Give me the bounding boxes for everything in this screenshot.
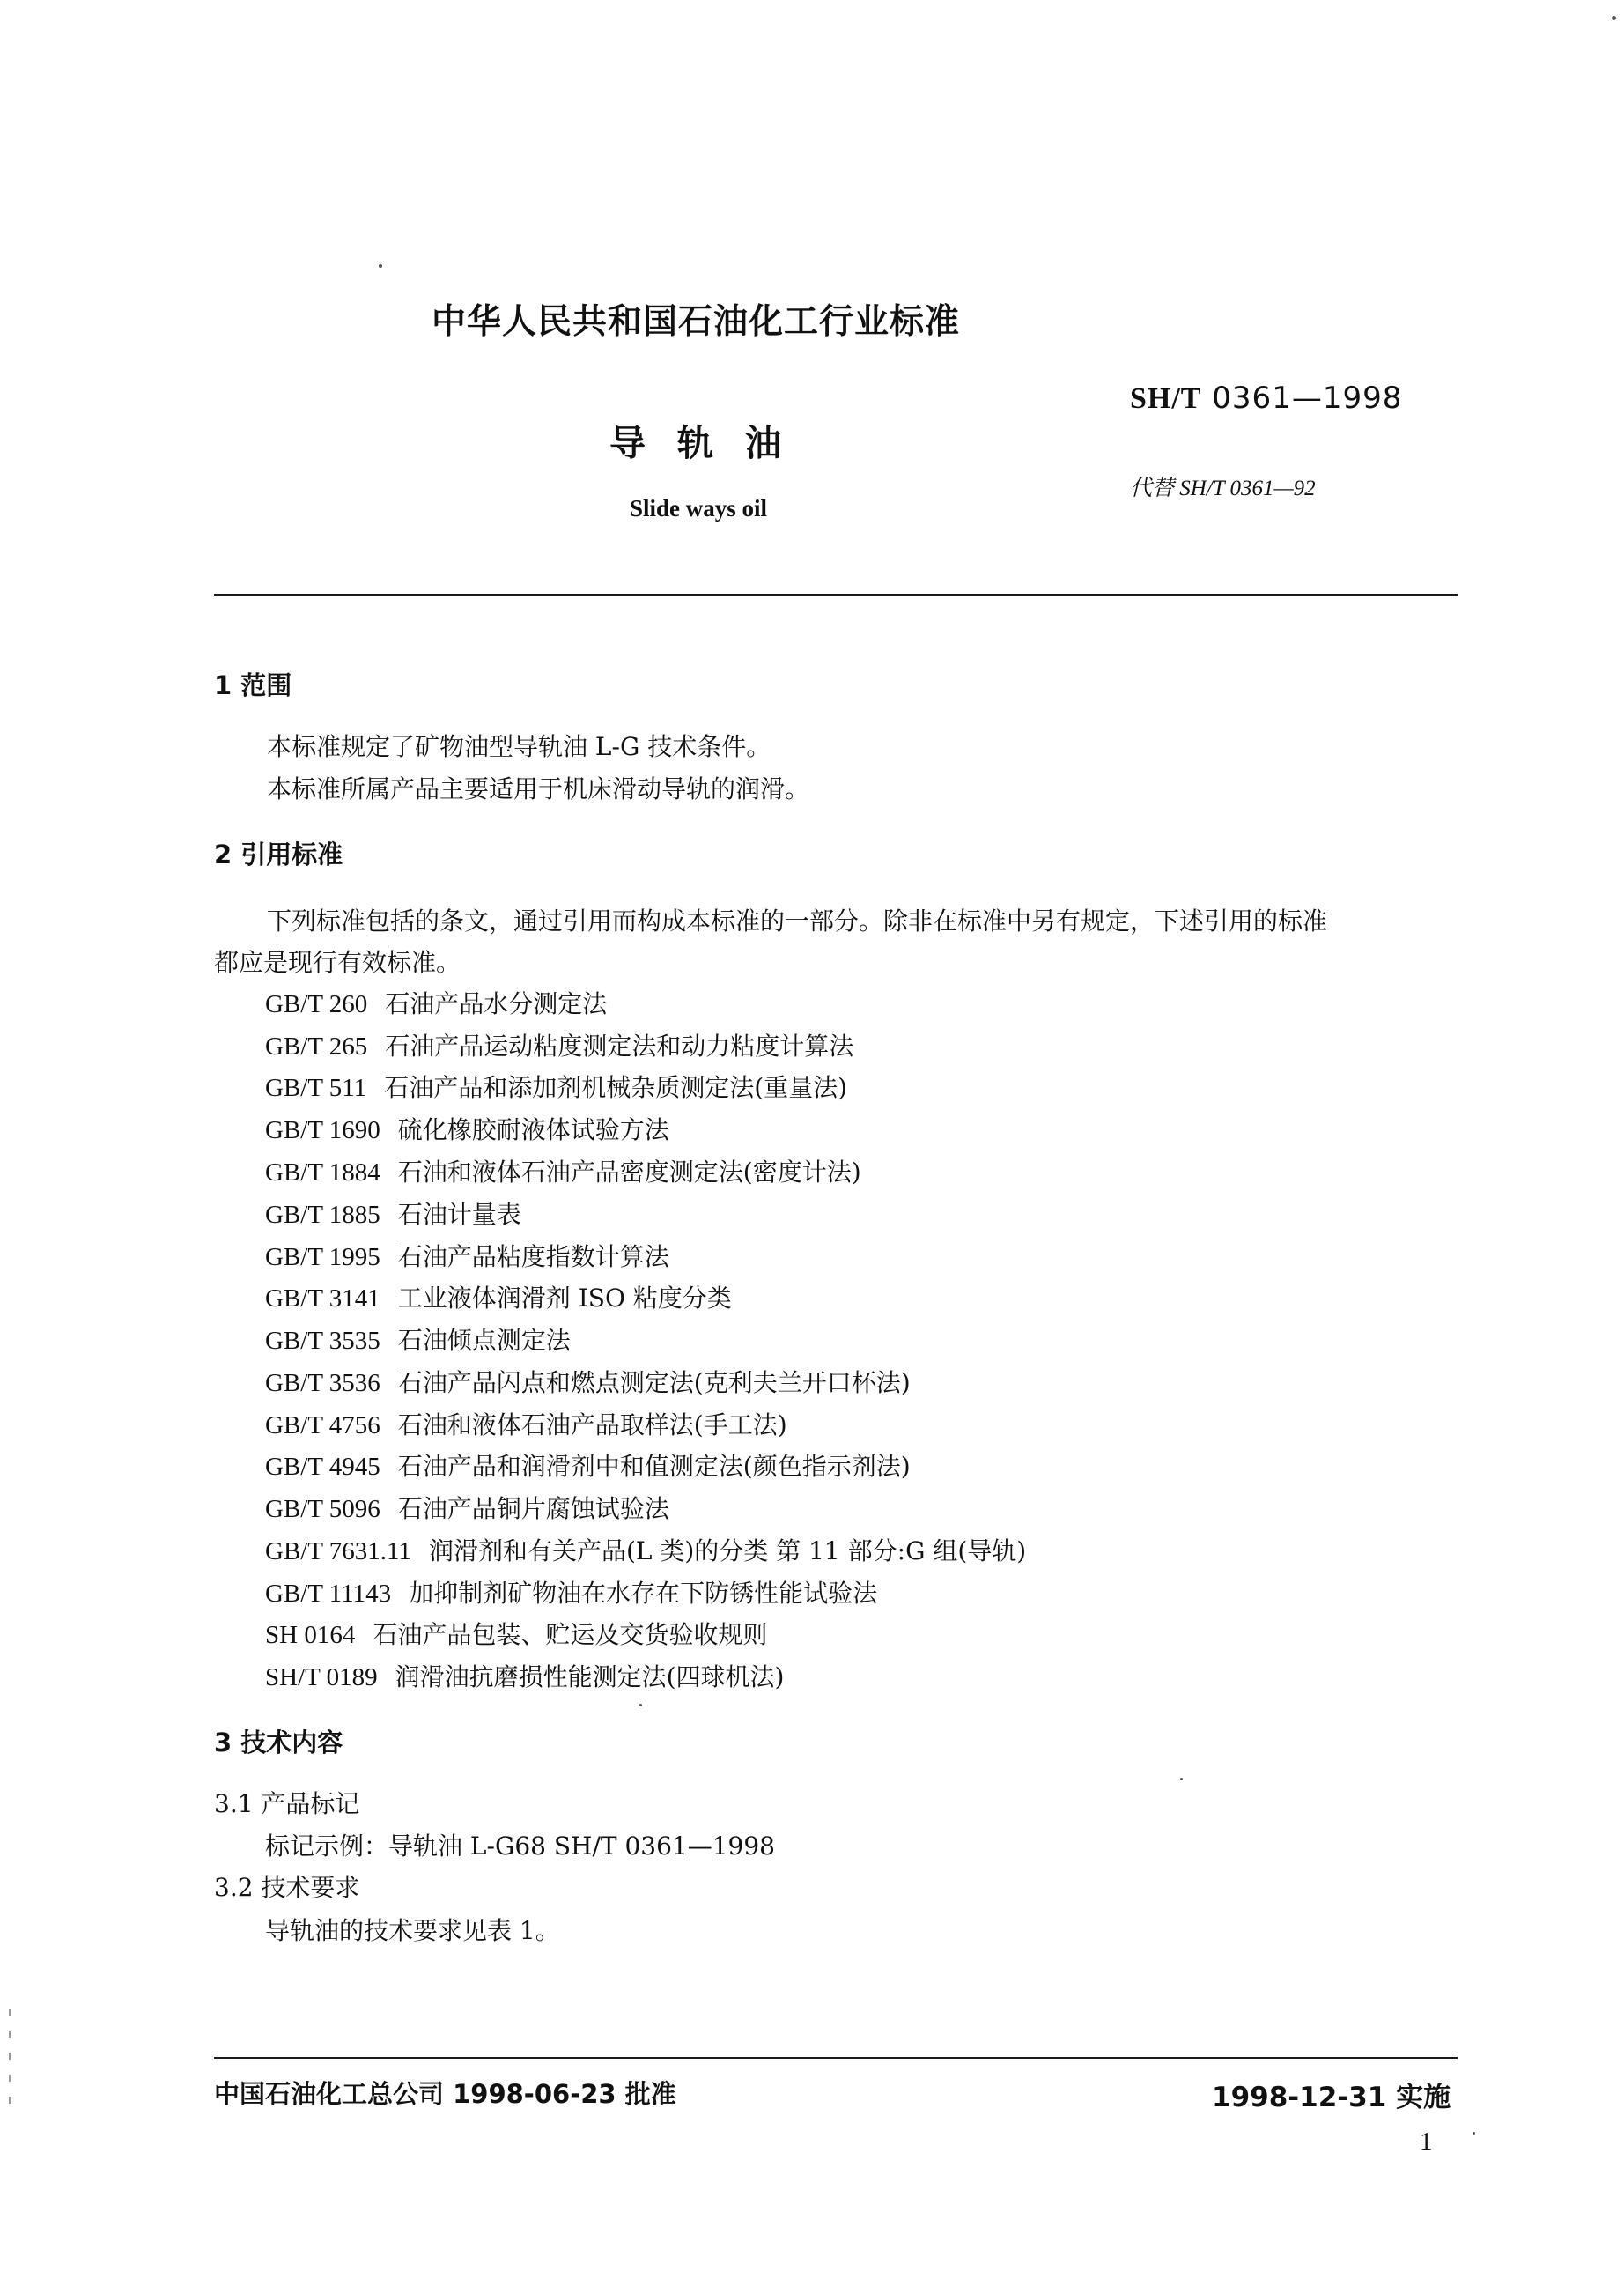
- reference-code: GB/T 7631.11: [265, 1537, 411, 1565]
- approval-date: 中国石油化工总公司 1998-06-23 批准: [214, 2079, 676, 2109]
- reference-item: [265, 1616, 767, 1651]
- standard-number: [1130, 381, 1402, 416]
- reference-item: [265, 1658, 784, 1693]
- scan-speck: [379, 264, 382, 268]
- section-3-1-heading: 3.1 产品标记: [214, 1789, 360, 1818]
- reference-code: GB/T 3535: [265, 1327, 380, 1355]
- reference-item: [265, 1321, 571, 1357]
- reference-title: 工业液体润滑剂 ISO 粘度分类: [397, 1284, 732, 1313]
- reference-item: [265, 1532, 1026, 1567]
- scan-speck: [1180, 1778, 1183, 1780]
- section-3-1-paragraph: 标记示例：导轨油 L-G68 SH/T 0361—1998: [265, 1832, 775, 1861]
- reference-title: 石油产品闪点和燃点测定法(克利夫兰开口杯法): [397, 1368, 911, 1397]
- reference-item: [265, 1364, 911, 1399]
- reference-code: GB/T 1884: [265, 1158, 380, 1187]
- reference-title: 石油产品铜片腐蚀试验法: [397, 1494, 669, 1523]
- footer-divider: [214, 2057, 1458, 2059]
- scan-mark: [9, 2075, 11, 2082]
- reference-code: GB/T 511: [265, 1074, 367, 1102]
- reference-code: GB/T 1995: [265, 1243, 380, 1271]
- reference-code: GB/T 3536: [265, 1369, 380, 1397]
- reference-code: GB/T 11143: [265, 1580, 392, 1608]
- replaces-standard: 代替 SH/T 0361—92: [1130, 477, 1316, 500]
- section-3-2-paragraph: 导轨油的技术要求见表 1。: [265, 1916, 560, 1945]
- scan-mark: [9, 2053, 11, 2060]
- reference-item: [265, 1195, 521, 1231]
- reference-code: GB/T 265: [265, 1032, 368, 1061]
- header-divider: [214, 594, 1458, 596]
- effective-date: 1998-12-31 实施: [1212, 2082, 1451, 2113]
- reference-code: SH 0164: [265, 1621, 356, 1649]
- section-1-heading: 1 范围: [214, 670, 292, 700]
- reference-item: [265, 1574, 877, 1610]
- reference-title: 加抑制剂矿物油在水存在下防锈性能试验法: [409, 1579, 878, 1608]
- standard-prefix: SH/T: [1130, 382, 1202, 415]
- scan-mark: [9, 2031, 11, 2038]
- reference-item: [265, 1406, 787, 1441]
- document-title: 导轨油: [609, 422, 813, 464]
- standard-header-title: 中华人民共和国石油化工行业标准: [432, 302, 961, 342]
- reference-code: GB/T 3141: [265, 1284, 380, 1313]
- section-2-paragraph-line-2: 都应是现行有效标准。: [214, 948, 461, 977]
- reference-title: 石油倾点测定法: [397, 1326, 571, 1355]
- scan-mark: [9, 2097, 11, 2104]
- reference-title: 石油产品和润滑剂中和值测定法(颜色指示剂法): [397, 1452, 911, 1481]
- reference-code: SH/T 0189: [265, 1663, 378, 1691]
- reference-code: GB/T 260: [265, 990, 368, 1018]
- reference-title: 石油产品和添加剂机械杂质测定法(重量法): [384, 1073, 848, 1102]
- standard-code: 0361—1998: [1212, 381, 1403, 416]
- reference-code: GB/T 1885: [265, 1201, 380, 1229]
- scan-speck: [1612, 16, 1616, 20]
- reference-item: [265, 1238, 669, 1273]
- reference-code: GB/T 1690: [265, 1116, 380, 1144]
- reference-title: 石油产品水分测定法: [385, 989, 608, 1018]
- section-2-paragraph-line-1: 下列标准包括的条文，通过引用而构成本标准的一部分。除非在标准中另有规定，下述引用的标准: [267, 906, 1328, 936]
- reference-code: GB/T 4945: [265, 1453, 380, 1481]
- section-3-heading: 3 技术内容: [214, 1728, 343, 1758]
- section-3-2-heading: 3.2 技术要求: [214, 1873, 360, 1902]
- reference-item: [265, 1069, 847, 1104]
- reference-title: 硫化橡胶耐液体试验方法: [397, 1115, 669, 1144]
- reference-title: 石油产品包装、贮运及交货验收规则: [373, 1620, 768, 1649]
- reference-item: [265, 985, 607, 1020]
- section-2-heading: 2 引用标准: [214, 840, 343, 870]
- scan-mark: [9, 2009, 11, 2016]
- reference-title: 石油和液体石油产品取样法(手工法): [397, 1410, 787, 1439]
- reference-item: [265, 1153, 861, 1188]
- page-number: 1: [1420, 2128, 1433, 2156]
- reference-title: 石油产品粘度指数计算法: [397, 1242, 669, 1271]
- reference-code: GB/T 4756: [265, 1411, 380, 1439]
- section-1-paragraph-1: 本标准规定了矿物油型导轨油 L-G 技术条件。: [267, 732, 771, 761]
- section-1-paragraph-2: 本标准所属产品主要适用于机床滑动导轨的润滑。: [267, 774, 810, 803]
- reference-title: 润滑剂和有关产品(L 类)的分类 第 11 部分:G 组(导轨): [428, 1536, 1027, 1565]
- scan-speck: [639, 1704, 642, 1706]
- reference-item: [265, 1027, 853, 1062]
- reference-item: [265, 1111, 669, 1146]
- reference-title: 石油产品运动粘度测定法和动力粘度计算法: [385, 1032, 854, 1061]
- document-title-english: Slide ways oil: [630, 495, 768, 522]
- reference-item: [265, 1279, 732, 1314]
- scan-speck: [1473, 2132, 1475, 2135]
- reference-code: GB/T 5096: [265, 1495, 380, 1523]
- reference-title: 石油计量表: [397, 1200, 521, 1229]
- reference-item: [265, 1447, 911, 1483]
- reference-item: [265, 1490, 669, 1525]
- reference-title: 石油和液体石油产品密度测定法(密度计法): [397, 1158, 861, 1187]
- reference-title: 润滑油抗磨损性能测定法(四球机法): [395, 1662, 785, 1691]
